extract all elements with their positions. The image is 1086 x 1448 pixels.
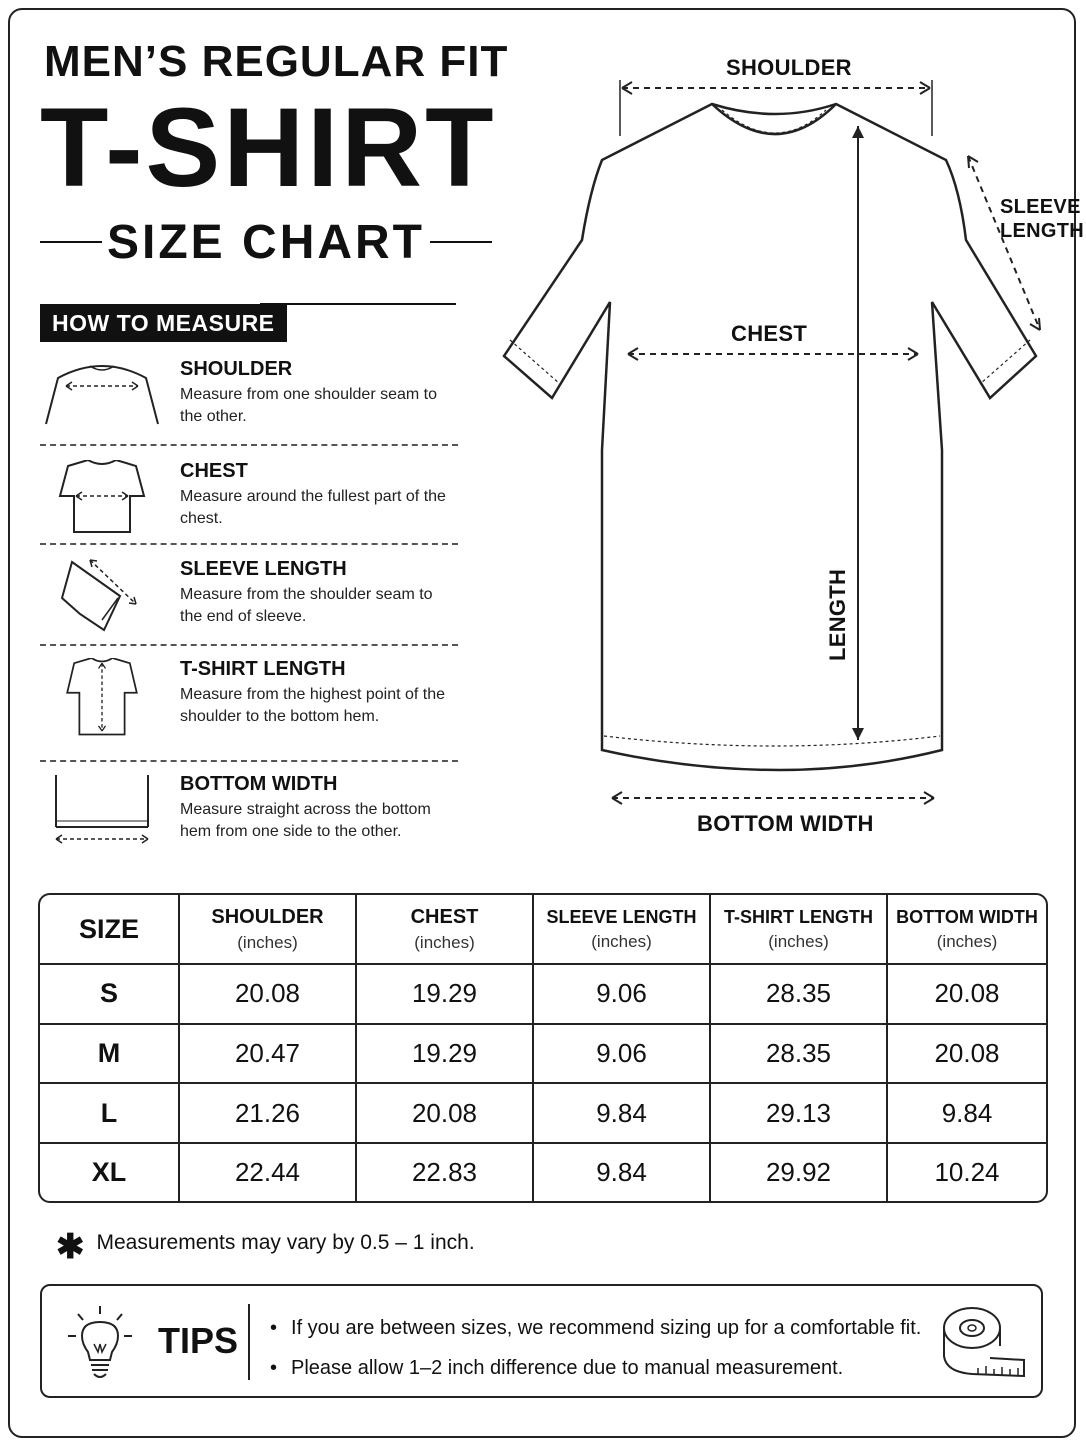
table-cell: 9.06: [533, 1024, 710, 1084]
column-header: [887, 895, 1046, 964]
column-header-unit: (inches): [591, 931, 652, 951]
column-header-label: SIZE: [78, 913, 139, 944]
measure-description: Measure around the fullest part of the chest.: [180, 488, 446, 527]
column-header-unit: (inches): [414, 932, 475, 952]
table-cell: 20.08: [179, 964, 356, 1024]
bottom-width-measure-icon: [40, 773, 164, 853]
diagram-label-bottom-width: BOTTOM WIDTH: [697, 811, 874, 836]
measure-item-shoulder: [40, 358, 458, 438]
measure-heading: T-SHIRT LENGTH: [180, 658, 346, 680]
table-cell: 20.08: [887, 964, 1046, 1024]
size-cell: S: [40, 964, 179, 1024]
tips-box: [40, 1284, 1043, 1398]
table-cell: 22.83: [356, 1143, 533, 1201]
table-cell: 9.06: [533, 964, 710, 1024]
subtitle-row: [40, 214, 492, 270]
table-cell: 10.24: [934, 1157, 1000, 1188]
chest-measure-icon: [40, 460, 164, 540]
measure-heading: BOTTOM WIDTH: [180, 773, 338, 795]
asterisk-icon: ✱: [56, 1228, 85, 1266]
subtitle-rule-right: [430, 241, 492, 243]
tshirt-diagram: [490, 40, 1085, 850]
table-cell: 28.35: [710, 1024, 887, 1084]
diagram-label-shoulder: SHOULDER: [726, 55, 852, 80]
table-row: [40, 1143, 1046, 1201]
measure-description: Measure from one shoulder seam to the other.: [180, 386, 438, 425]
subtitle-rule-left: [40, 241, 102, 243]
measure-description: Measure straight across the bottom hem from one side to the other.: [180, 801, 431, 840]
measurement-note: [56, 1226, 475, 1266]
how-to-measure-badge: HOW TO MEASURE: [40, 304, 287, 342]
measure-item-sleeve: [40, 558, 458, 638]
column-header-unit: (inches): [237, 932, 298, 952]
table-cell: 9.84: [887, 1083, 1046, 1143]
title-product: T-SHIRT: [40, 85, 497, 210]
column-header-label: T-SHIRT LENGTH: [724, 906, 873, 927]
divider: [40, 644, 458, 646]
title-fit: MEN’S REGULAR FIT: [44, 37, 509, 86]
measure-item-chest: [40, 460, 458, 540]
column-header: [40, 895, 179, 964]
divider: [40, 543, 458, 545]
column-header-label: BOTTOM WIDTH: [896, 906, 1038, 927]
diagram-label-length: LENGTH: [825, 568, 850, 661]
length-measure-icon: [40, 658, 164, 738]
size-cell: L: [40, 1083, 179, 1143]
table-cell: 20.08: [356, 1083, 533, 1143]
tips-label: TIPS: [158, 1320, 239, 1361]
tips-list: [270, 1308, 921, 1388]
column-header-label: CHEST: [410, 905, 479, 928]
table-cell: 19.29: [356, 1024, 533, 1084]
table-cell: 19.29: [356, 964, 533, 1024]
column-header-label: SHOULDER: [211, 905, 324, 928]
column-header: [356, 895, 533, 964]
table-row: [40, 964, 1046, 1024]
divider: [40, 760, 458, 762]
column-header-label: SLEEVE LENGTH: [546, 906, 697, 927]
table-row: [40, 1024, 1046, 1084]
tips-divider: [248, 1304, 250, 1380]
shoulder-measure-icon: [40, 358, 164, 438]
measuring-tape-icon: [938, 1304, 1028, 1384]
column-header: [179, 895, 356, 964]
measure-description: Measure from the shoulder seam to the end of sleeve.: [180, 586, 433, 625]
how-to-measure-rule: [260, 303, 456, 305]
subtitle: SIZE CHART: [107, 215, 425, 269]
table-cell: 9.84: [533, 1143, 710, 1201]
table-cell: 21.26: [179, 1083, 356, 1143]
column-header: [710, 895, 887, 964]
measure-item-length: [40, 658, 458, 750]
measure-description: Measure from the highest point of the shoulder to the bottom hem.: [180, 686, 446, 725]
table-cell: 20.08: [887, 1024, 1046, 1084]
measure-heading: SHOULDER: [180, 358, 293, 380]
diagram-label-sleeve-length: LENGTH: [1000, 220, 1085, 242]
size-cell: M: [40, 1024, 179, 1084]
table-header-row: [40, 895, 1046, 964]
diagram-label-sleeve: SLEEVE: [1000, 196, 1081, 218]
measure-heading: CHEST: [180, 460, 248, 482]
sleeve-measure-icon: [40, 558, 164, 638]
measure-item-bottom: [40, 773, 458, 853]
table-cell: 28.35: [710, 964, 887, 1024]
table-cell: 9.84: [533, 1083, 710, 1143]
table-cell: 29.92: [710, 1143, 887, 1201]
note-text: Measurements may vary by 0.5 – 1 inch.: [96, 1231, 475, 1254]
column-header-unit: (inches): [768, 931, 829, 951]
table-cell: 22.44: [179, 1143, 356, 1201]
table-row: [40, 1083, 1046, 1143]
column-header: [533, 895, 710, 964]
tshirt-outline-icon: [490, 40, 1075, 850]
table-cell: 29.13: [710, 1083, 887, 1143]
lightbulb-icon: [64, 1304, 136, 1380]
diagram-label-chest: CHEST: [731, 321, 808, 346]
tip-item: • If you are between sizes, we recommend sizing up for a comfortable fit.: [270, 1308, 921, 1348]
size-cell: XL: [40, 1143, 179, 1201]
tip-item: • Please allow 1–2 inch difference due to manual measurement.: [270, 1348, 921, 1388]
size-table: [38, 893, 1048, 1203]
measure-heading: SLEEVE LENGTH: [180, 558, 347, 580]
table-cell: 20.47: [179, 1024, 356, 1084]
column-header-unit: (inches): [936, 931, 998, 951]
divider: [40, 444, 458, 446]
